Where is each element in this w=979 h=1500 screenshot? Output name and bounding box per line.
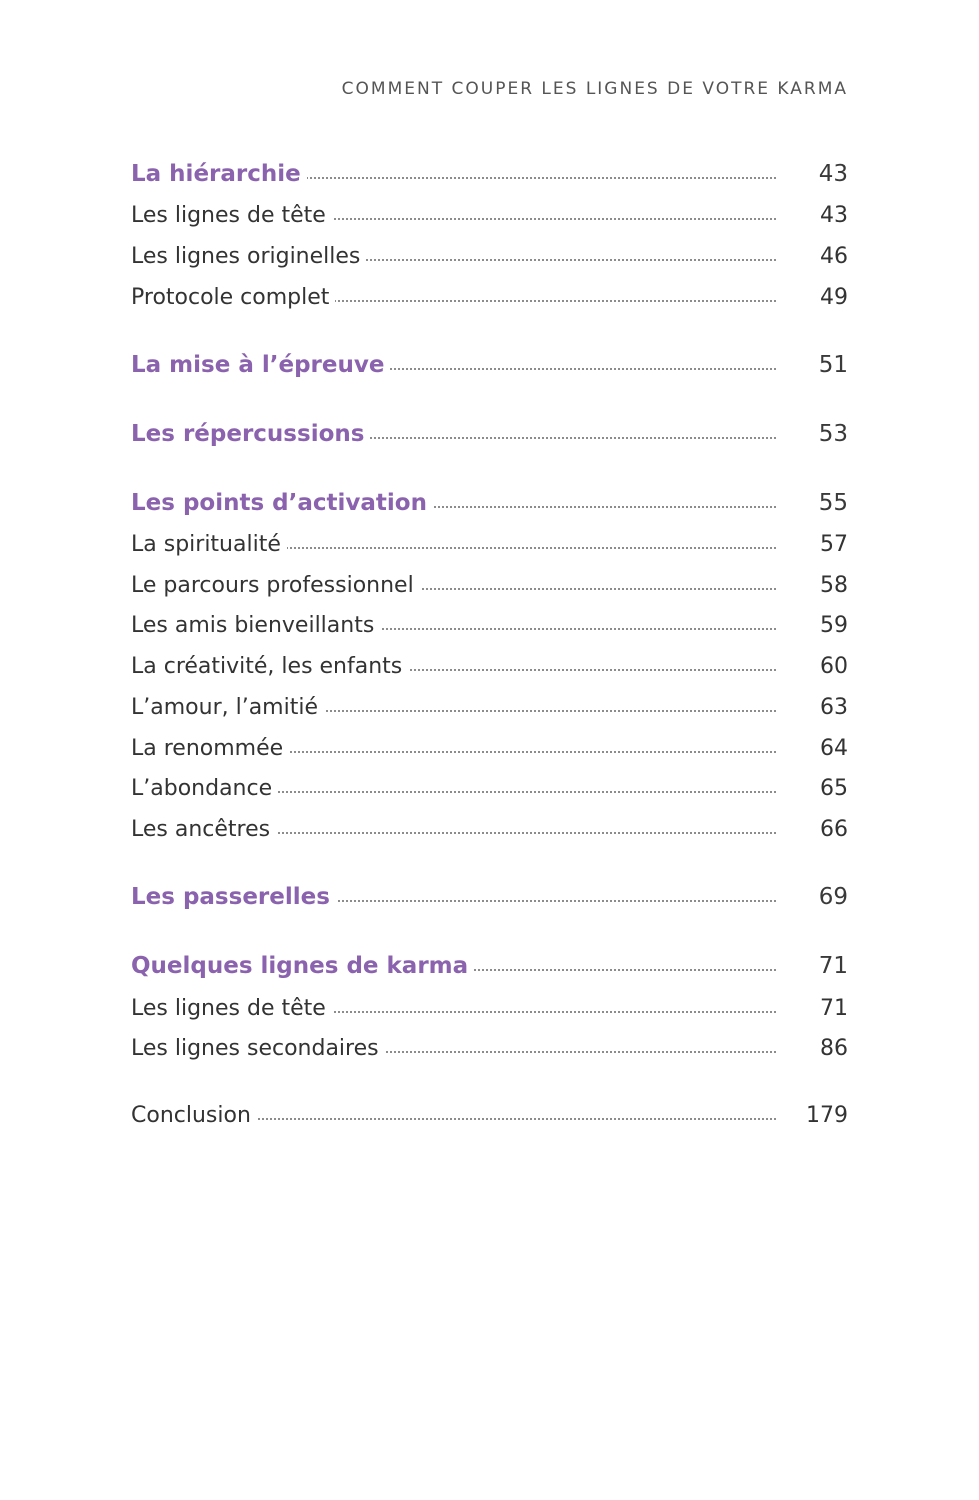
toc-entry-page: 63 bbox=[820, 695, 848, 720]
toc-entry-page: 51 bbox=[818, 352, 848, 378]
toc-entry-page: 86 bbox=[820, 1036, 848, 1061]
toc-entry-les-lignes-originelles[interactable] bbox=[131, 238, 848, 272]
toc-entry-page: 71 bbox=[820, 996, 848, 1021]
toc-entry-title: Les points d’activation bbox=[131, 490, 433, 516]
toc-entry-les-repercussions[interactable] bbox=[131, 416, 848, 450]
toc-entry-les-amis-bienveillants[interactable] bbox=[131, 607, 848, 641]
toc-entry-page: 53 bbox=[818, 421, 848, 447]
toc-entry-l-abondance[interactable] bbox=[131, 770, 848, 804]
toc-entry-les-lignes-secondaires[interactable] bbox=[131, 1030, 848, 1064]
toc-entry-les-lignes-de-tete[interactable] bbox=[131, 197, 848, 231]
toc-entry-les-ancetres[interactable] bbox=[131, 811, 848, 845]
toc-entry-page: 179 bbox=[806, 1103, 848, 1128]
toc-entry-title: L’abondance bbox=[131, 776, 278, 801]
toc-entry-page: 49 bbox=[820, 285, 848, 310]
toc-entry-page: 66 bbox=[820, 817, 848, 842]
toc-entry-la-spiritualite[interactable] bbox=[131, 526, 848, 560]
toc-entry-conclusion[interactable] bbox=[131, 1097, 848, 1131]
toc-entry-title: La mise à l’épreuve bbox=[131, 352, 390, 378]
toc-entry-page: 65 bbox=[820, 776, 848, 801]
toc-entry-title: Les ancêtres bbox=[131, 817, 276, 842]
toc-entry-title: Les répercussions bbox=[131, 421, 370, 447]
toc-entry-page: 71 bbox=[818, 953, 848, 979]
toc-entry-le-parcours-professionnel[interactable] bbox=[131, 567, 848, 601]
toc-entry-les-passerelles[interactable] bbox=[131, 879, 848, 913]
toc-entry-title: Les lignes secondaires bbox=[131, 1036, 385, 1061]
toc-entry-title: Les lignes originelles bbox=[131, 244, 366, 269]
running-header: COMMENT COUPER LES LIGNES DE VOTRE KARMA bbox=[341, 79, 848, 99]
toc-entry-title: Quelques lignes de karma bbox=[131, 953, 474, 979]
toc-entry-title: Conclusion bbox=[131, 1103, 257, 1128]
toc-entry-page: 59 bbox=[820, 613, 848, 638]
toc-entry-title: Les amis bienveillants bbox=[131, 613, 380, 638]
toc-entry-page: 55 bbox=[818, 490, 848, 516]
toc-entry-page: 58 bbox=[820, 573, 848, 598]
toc-entry-quelques-lignes-de-karma[interactable] bbox=[131, 948, 848, 982]
toc-entry-title: Protocole complet bbox=[131, 285, 335, 310]
toc-entry-l-amour-l-amitie[interactable] bbox=[131, 689, 848, 723]
toc-entry-page: 43 bbox=[820, 203, 848, 228]
toc-entry-page: 60 bbox=[820, 654, 848, 679]
toc-entry-title: Les lignes de tête bbox=[131, 996, 332, 1021]
toc-entry-page: 69 bbox=[818, 884, 848, 910]
toc-entry-title: La renommée bbox=[131, 736, 289, 761]
toc-entry-page: 57 bbox=[820, 532, 848, 557]
toc-entry-la-hierarchie[interactable] bbox=[131, 156, 848, 190]
toc-entry-les-points-d-activation[interactable] bbox=[131, 485, 848, 519]
toc-entry-title: La créativité, les enfants bbox=[131, 654, 408, 679]
toc-entry-title: Les lignes de tête bbox=[131, 203, 332, 228]
toc-entry-title: La spiritualité bbox=[131, 532, 287, 557]
toc-entry-title: La hiérarchie bbox=[131, 161, 307, 187]
toc-entry-la-renommee[interactable] bbox=[131, 730, 848, 764]
toc-entry-page: 46 bbox=[820, 244, 848, 269]
toc-entry-page: 64 bbox=[820, 736, 848, 761]
toc-entry-title: Les passerelles bbox=[131, 884, 336, 910]
toc-entry-la-creativite-les-enfants[interactable] bbox=[131, 648, 848, 682]
toc-entry-page: 43 bbox=[818, 161, 848, 187]
toc-entry-protocole-complet[interactable] bbox=[131, 279, 848, 313]
toc-entry-la-mise-a-l-epreuve[interactable] bbox=[131, 347, 848, 381]
toc-entry-les-lignes-de-tete-2[interactable] bbox=[131, 990, 848, 1024]
toc-entry-title: Le parcours professionnel bbox=[131, 573, 420, 598]
toc-entry-title: L’amour, l’amitié bbox=[131, 695, 324, 720]
